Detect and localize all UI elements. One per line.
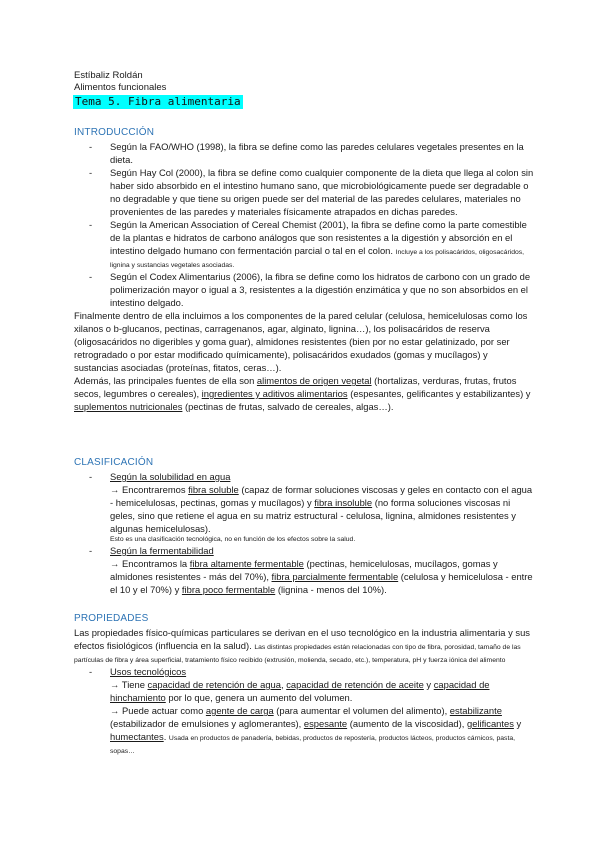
text-span: (no forma soluciones viscosas ni geles, sino que retiene el agua en su matriz estructural - celulosa, lignina, almidones resistentes y algunas hemicelulosas). <box>110 497 516 534</box>
intro-heading: INTRODUCCIÓN <box>74 127 155 138</box>
bullet-note: Esto es una clasificación tecnológica, no en función de los efectos sobre la salud. <box>110 536 356 543</box>
bullet-label: Según la solubilidad en agua <box>110 471 231 482</box>
bullet-detail <box>74 704 534 756</box>
text-span: y <box>423 679 434 690</box>
subject-name: Alimentos funcionales <box>74 82 167 93</box>
underlined-term: humectantes <box>110 731 164 742</box>
bullet-dash: - <box>89 471 93 482</box>
intro-bullet <box>74 166 534 218</box>
usage-note: Usada en productos de panadería, bebidas, productos de repostería, productos lácteos, productos cárnicos, pasta, sopas… <box>110 735 516 755</box>
underlined-term: capacidad de retención de agua <box>147 679 281 690</box>
underlined-term: ingredientes y aditivos alimentarios <box>201 388 348 399</box>
bullet-label: Según la fermentabilidad <box>110 545 214 556</box>
intro-sources-paragraph <box>74 374 534 413</box>
text-span: (capaz de formar soluciones viscosas y geles en contacto con el agua - hemicelulosas, pectinas, gomas y mucílagos) y <box>110 484 533 508</box>
bullet-dash: - <box>89 271 93 282</box>
text-span: (para aumentar el volumen del alimento), <box>273 705 450 716</box>
underlined-term: fibra altamente fermentable <box>189 558 304 569</box>
text-span: (espesantes, gelificantes y estabilizantes) y <box>347 388 531 399</box>
bullet-detail <box>74 483 534 535</box>
bullet-text: Según Hay Col (2000), la fibra se define como cualquier componente de la dieta que llega al colon sin haber sido absorbido en el intestino humano sano, que microbiológicamente puede ser degradable o no degradable y que tiene su origen puede ser del material de las paredes celulares, materiales no provenientes de las paredes y materiales físicamente atrapados en dichas paredes. <box>110 167 534 217</box>
clasificacion-section <box>74 456 534 596</box>
underlined-term: suplementos nutricionales <box>74 401 183 412</box>
bullet-text: Según la American Association of Cereal Chemist (2001), la fibra se define como la parte comestible de la plantas e hidratos de carbono análogos que son resistentes a la digestión y absorción en el intestino delgado humano con fermentación parcial o tal en el colon. <box>110 219 527 256</box>
text-span: (aumento de la viscosidad), <box>347 718 467 729</box>
bullet-label: Usos tecnológicos <box>110 666 187 677</box>
underlined-term: alimentos de origen vegetal <box>256 375 372 386</box>
text-span: → Puede actuar como <box>110 705 206 716</box>
document-title: Tema 5. Fibra alimentaria <box>75 95 241 108</box>
bullet-dash: - <box>89 666 93 677</box>
bullet-dash: - <box>89 141 93 152</box>
underlined-term: fibra parcialmente fermentable <box>271 571 399 582</box>
clasificacion-bullet <box>74 470 534 483</box>
propiedades-note: Las distintas propiedades están relacionadas con tipo de fibra, porosidad, tamaño de las partículas de fibra y área superficial, tratamiento físico recibido (extrusión, molienda, secado, etc.), temperatura, pH y fuerza iónica del alimento <box>74 644 521 664</box>
underlined-term: fibra poco fermentable <box>181 584 276 595</box>
text-span: → Tiene <box>110 679 148 690</box>
text-span: , <box>280 679 287 690</box>
text-span: y <box>513 718 522 729</box>
bullet-note: Incluye a los polisacáridos, oligosacáridos, lignina y sustancias vegetales asociadas. <box>110 249 525 269</box>
intro-section <box>74 126 534 413</box>
underlined-term: gelificantes <box>466 718 514 729</box>
propiedades-heading: PROPIEDADES <box>74 613 149 624</box>
intro-bullet <box>74 218 534 270</box>
text-span: (lignina - menos del 10%). <box>275 584 387 595</box>
text-span: por lo que, genera un aumento del volumen. <box>165 692 353 703</box>
text-span: (estabilizador de emulsiones y aglomerantes), <box>110 718 304 729</box>
clasificacion-heading: CLASIFICACIÓN <box>74 457 154 468</box>
underlined-term: espesante <box>303 718 348 729</box>
bullet-text: Según el Codex Alimentarius (2006), la fibra se define como los hidratos de carbono con un grado de polimerización mayor o igual a 3, resistentes a la digestión enzimática y que no son absorbidos en el intestino delgado. <box>110 271 531 308</box>
underlined-term: capacidad de hinchamiento <box>110 679 490 703</box>
text-span: → Encontraremos <box>110 484 189 495</box>
propiedades-bullet <box>74 665 534 678</box>
propiedades-section <box>74 612 534 756</box>
intro-bullet <box>74 270 534 309</box>
text-span: . <box>163 731 169 742</box>
bullet-detail <box>74 557 534 596</box>
propiedades-intro <box>74 626 534 665</box>
bullet-text: Según la FAO/WHO (1998), la fibra se define como las paredes celulares vegetales presentes en la dieta. <box>110 141 524 165</box>
bullet-dash: - <box>89 219 93 230</box>
text-span: (pectinas de frutas, salvado de cereales, algas…). <box>182 401 394 412</box>
underlined-term: fibra soluble <box>188 484 239 495</box>
intro-bullet <box>74 140 534 166</box>
text-span: (celulosa y hemicelulosa - entre el 10 y el 70%) y <box>110 571 533 595</box>
text-span: Además, las principales fuentes de ella son <box>74 375 257 386</box>
underlined-term: fibra insoluble <box>314 497 373 508</box>
intro-paragraph: Finalmente dentro de ella incluimos a los componentes de la pared celular (celulosa, hemicelulosas como los xilanos o b-glucanos, pectinas, carragenanos, agar, alginato, lignina…), los polisacáridos de reserva (oligosacáridos no digeribles y goma guar), almidones resistentes (bien por no estar gelatinizado, por ser retrogradado o por estar modificado químicamente), polisacáridos exudados (gomas y mucílagos) y sustancias asociadas (proteínas, fitatos, ceras…). <box>74 310 528 373</box>
bullet-detail <box>74 678 534 704</box>
underlined-term: estabilizante <box>449 705 502 716</box>
text-span: Las propiedades físico-químicas particulares se derivan en el uso tecnológico en la industria alimentaria y sus efectos fisiológicos (influencia en la salud). <box>74 627 530 651</box>
text-span: → Encontramos la <box>110 558 190 569</box>
author-name: Estíbaliz Roldán <box>74 70 143 81</box>
text-span: (pectinas, hemicelulosas, mucílagos, gomas y almidones resistentes - más del 70%), <box>110 558 498 582</box>
text-span: (hortalizas, verduras, frutas, frutos secos, legumbres o cereales), <box>74 375 517 399</box>
bullet-dash: - <box>89 545 93 556</box>
underlined-term: agente de carga <box>205 705 274 716</box>
clasificacion-bullet <box>74 544 534 557</box>
underlined-term: capacidad de retención de aceite <box>286 679 424 690</box>
bullet-dash: - <box>89 167 93 178</box>
